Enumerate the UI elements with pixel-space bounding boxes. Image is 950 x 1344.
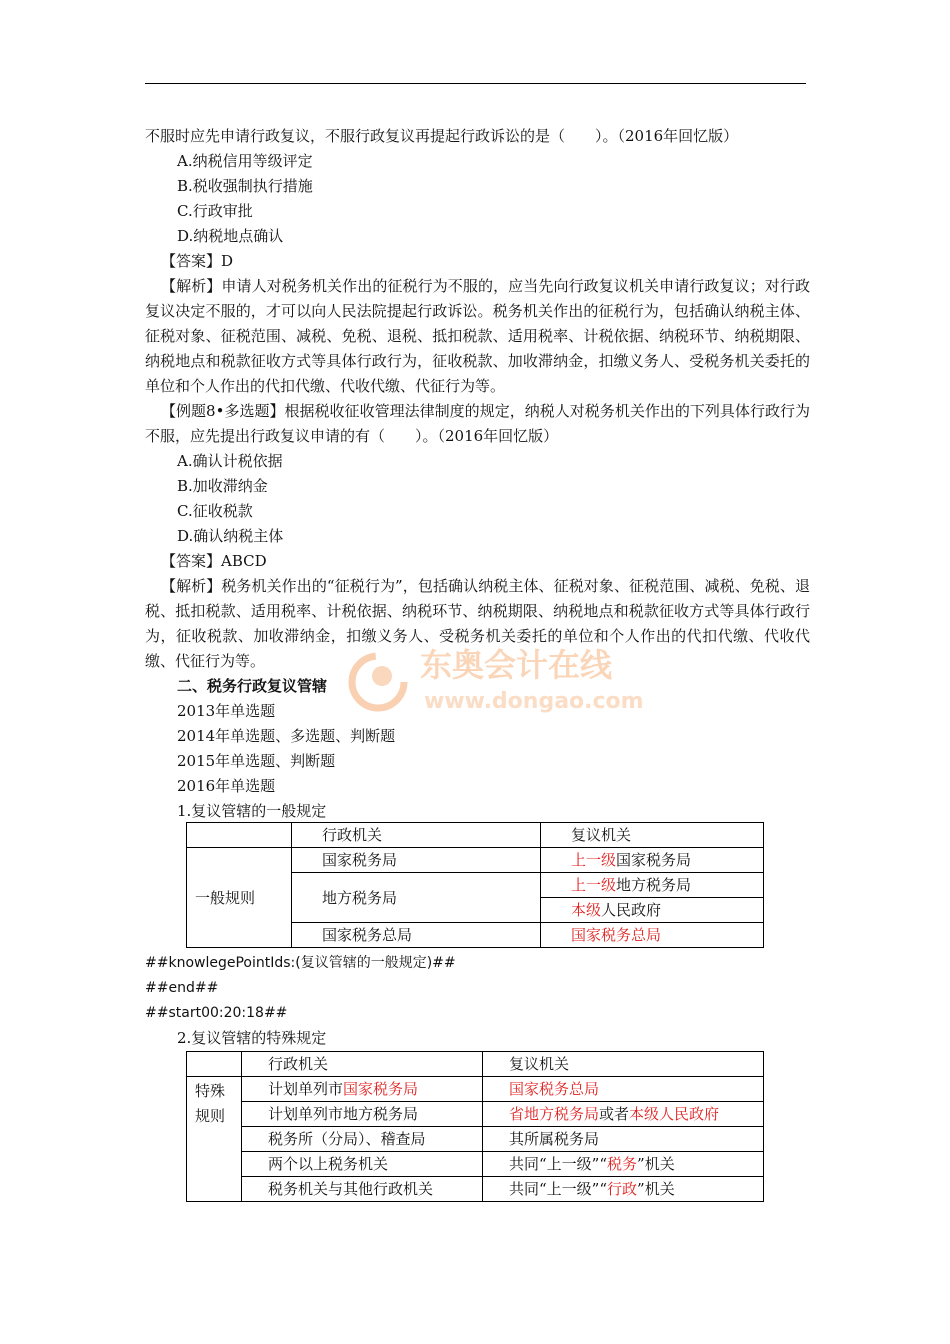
table-row [187, 848, 764, 873]
review-cell [483, 1177, 764, 1202]
agency-part: 国家税务局 [343, 1080, 419, 1098]
q2-option-b: B.加收滞纳金 [177, 477, 268, 495]
table1-caption: 1.复议管辖的一般规定 [177, 802, 327, 820]
year-line: 2013年单选题 [177, 702, 276, 720]
table2-caption: 2.复议管辖的特殊规定 [177, 1029, 327, 1047]
review-cell [483, 1102, 764, 1127]
special-jurisdiction-table [186, 1051, 764, 1202]
review-cell [483, 1152, 764, 1177]
review-part: 国家税务总局 [509, 1080, 600, 1098]
q1-stem: 不服时应先申请行政复议，不服行政复议再提起行政诉讼的是（ ）。（2016年回忆版） [145, 127, 739, 145]
table-header-row [187, 1052, 764, 1077]
review-part: 国家税务总局 [571, 926, 662, 944]
agency-cell [242, 1127, 483, 1152]
q1-analysis: 【解析】申请人对税务机关作出的征税行为不服的，应当先向行政复议机关申请行政复议；对行政复议决定不服的，才可以向人民法院提起行政诉讼。税务机关作出的征税行为，包括确认纳税主体、征税对象、征税范围、减税、免税、退税、抵扣税款、适用税率、计税依据、纳税环节、纳税期限、纳税地点和税款征收方式等具体行政行为，征收税款、加收滞纳金，扣缴义务人、受税务机关委托的单位和个人作出的代扣代缴、代收代缴、代征行为等。 [145, 277, 810, 395]
q2-answer: 【答案】ABCD [161, 552, 267, 570]
review-part: 人民政府 [601, 901, 662, 919]
table-row [187, 1127, 764, 1152]
year-line: 2016年单选题 [177, 777, 276, 795]
year-line: 2015年单选题、判断题 [177, 752, 336, 770]
header-agency: 行政机关 [292, 823, 541, 848]
agency-cell [242, 1077, 483, 1102]
start-marker: ##start00:20:18## [145, 1005, 288, 1021]
end-marker: ##end## [145, 980, 219, 996]
empty-header-cell [187, 1052, 242, 1077]
year-line: 2014年单选题、多选题、判断题 [177, 727, 396, 745]
watermark-url: www.dongao.com [424, 689, 644, 714]
review-cell [483, 1077, 764, 1102]
review-part: 上一级 [571, 851, 617, 869]
q2-option-d: D.确认纳税主体 [177, 527, 284, 545]
table-row [187, 1077, 764, 1102]
agency-part: 两个以上税务机关 [268, 1155, 389, 1173]
empty-header-cell [187, 823, 292, 848]
header-review: 复议机关 [483, 1052, 764, 1077]
table-header-row [187, 823, 764, 848]
header-review: 复议机关 [541, 823, 764, 848]
review-part: 地方税务局 [616, 876, 692, 894]
review-cell [541, 923, 764, 948]
header-agency: 行政机关 [242, 1052, 483, 1077]
review-part: 或者 [599, 1105, 630, 1123]
review-part: 共同“上一级”“ [509, 1180, 608, 1198]
q1-answer: 【答案】D [161, 252, 234, 270]
review-part: 本级 [571, 901, 602, 919]
table-row [187, 1152, 764, 1177]
watermark-brand: 东奥会计在线 [420, 646, 613, 684]
q2-option-a: A.确认计税依据 [177, 452, 283, 470]
q1-option-d: D.纳税地点确认 [177, 227, 284, 245]
review-part: 省地方税务局 [509, 1105, 600, 1123]
agency-cell [242, 1102, 483, 1127]
agency-part: 税务机关与其他行政机关 [268, 1180, 434, 1198]
q2-stem: 【例题8•多选题】根据税收征收管理法律制度的规定，纳税人对税务机关作出的下列具体行政行为不服，应先提出行政复议申请的有（ ）。（2016年回忆版） [145, 402, 810, 445]
agency-cell: 国家税务总局 [292, 923, 541, 948]
marker-block [145, 951, 456, 1051]
section-title: 二、税务行政复议管辖 [177, 677, 328, 695]
agency-part: 计划单列市地方税务局 [268, 1105, 419, 1123]
agency-part: 计划单列市 [268, 1080, 344, 1098]
knowledge-marker: ##knowlegePointIds:(复议管辖的一般规定)## [145, 955, 456, 971]
agency-cell [242, 1152, 483, 1177]
row-label: 特殊规则 [187, 1077, 242, 1202]
general-jurisdiction-table [186, 822, 764, 948]
table-row [187, 1102, 764, 1127]
review-cell [541, 848, 764, 873]
review-part: ”机关 [637, 1180, 675, 1198]
review-part: 本级人民政府 [629, 1105, 720, 1123]
agency-cell: 国家税务局 [292, 848, 541, 873]
table-row [187, 1177, 764, 1202]
q2-analysis: 【解析】税务机关作出的“征税行为”，包括确认纳税主体、征税对象、征税范围、减税、免税、退税、抵扣税款、适用税率、计税依据、纳税环节、纳税期限、纳税地点和税款征收方式等具体行政行为，征收税款、加收滞纳金，扣缴义务人、受税务机关委托的单位和个人作出的代扣代缴、代收代缴、代征行为等。 [145, 577, 810, 670]
header-rule [145, 83, 806, 84]
review-part: 共同“上一级”“ [509, 1155, 608, 1173]
watermark-logo-icon [352, 656, 404, 708]
dongao-watermark [344, 636, 664, 726]
review-cell [483, 1127, 764, 1152]
agency-cell [242, 1177, 483, 1202]
review-part: 国家税务局 [616, 851, 692, 869]
q2-option-c: C.征收税款 [177, 502, 253, 520]
q1-option-c: C.行政审批 [177, 202, 253, 220]
agency-cell: 地方税务局 [292, 873, 541, 923]
review-cell [541, 898, 764, 923]
review-part: 上一级 [571, 876, 617, 894]
q1-option-a: A.纳税信用等级评定 [177, 152, 313, 170]
review-part: 税务 [607, 1155, 638, 1173]
review-part: 其所属税务局 [509, 1130, 600, 1148]
review-part: 行政 [607, 1180, 638, 1198]
review-part: ”机关 [637, 1155, 675, 1173]
row-label: 一般规则 [187, 848, 292, 948]
review-cell [541, 873, 764, 898]
agency-part: 税务所（分局）、稽查局 [268, 1130, 426, 1148]
q1-option-b: B.税收强制执行措施 [177, 177, 313, 195]
